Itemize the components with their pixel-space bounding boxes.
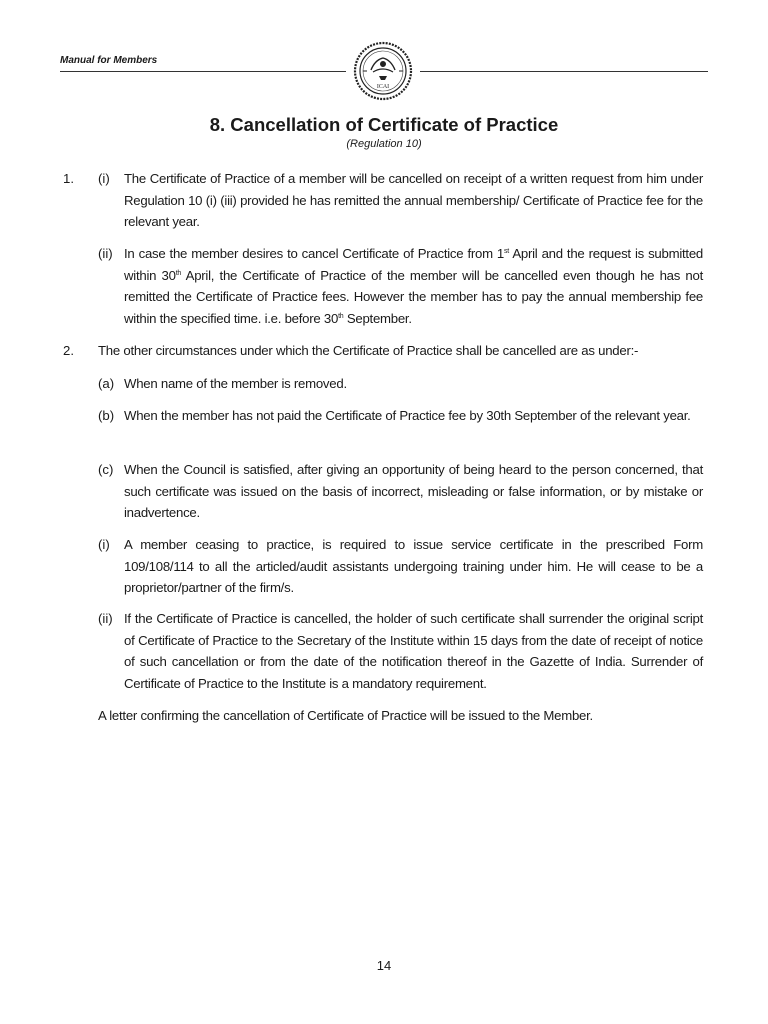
page-subtitle: (Regulation 10): [346, 138, 422, 150]
sup-30th-april: th: [175, 269, 182, 277]
item-number-1: 1.: [63, 171, 74, 186]
subitem-text-1-i-content: The Certificate of Practice of a member will be cancelled on receipt of a written request from him under Regulation 10 (i) (iii) provided he has remitted the annual membership/ Certificate of Practice fee for the relevant year.: [124, 171, 703, 229]
page-header: [0, 0, 768, 110]
subitem-marker-b: (b): [98, 408, 115, 423]
closing-text: A letter confirming the cancellation of Certificate of Practice will be issued to the Member.: [98, 708, 593, 723]
subitem-marker-2-ii: (ii): [98, 611, 113, 626]
subitem-marker-2-i: (i): [98, 537, 110, 552]
header-rule-right: [420, 71, 708, 72]
header-label: Manual for Members: [60, 55, 158, 66]
subitem-marker-c: (c): [98, 462, 114, 477]
subitem-text-b: When the member has not paid the Certificate of Practice fee by 30th September of the relevant year.: [124, 408, 691, 423]
text-1-ii-part-d: September.: [343, 310, 412, 326]
institute-seal-icon: [353, 40, 413, 102]
sup-30th-september: th: [338, 312, 344, 320]
text-1-ii-part-c: April, the Certificate of Practice of the member will be cancelled even though he has not remitted the Certificate of Practice fees. However the member has to pay the annual membership fee within the specified time. i.e. before 30: [124, 267, 703, 326]
subitem-text-1-ii: [124, 243, 703, 329]
seal-text: ICAI: [376, 84, 390, 90]
header-rule-left: [60, 71, 346, 72]
subitem-marker-a: (a): [98, 376, 115, 391]
subitem-text-1-i: [124, 168, 703, 233]
item-number-2: 2.: [63, 343, 74, 358]
subitem-text-2-i: A member ceasing to practice, is required to issue service certificate in the prescribed Form 109/108/114 to all the articled/audit assistants undergoing training under him. He will cease to be a proprietor/partner of the firm/s.: [124, 537, 703, 595]
subitem-text-a: When name of the member is removed.: [124, 376, 347, 391]
sup-1st: st: [504, 248, 509, 255]
page-title: 8. Cancellation of Certificate of Practice: [209, 114, 559, 135]
subitem-marker-1-ii: (ii): [98, 246, 113, 261]
subitem-text-2-ii: If the Certificate of Practice is cancelled, the holder of such certificate shall surrender the original script of Certificate of Practice to the Secretary of the Institute within 15 days from the date of receipt of notice of such cancellation or from the date of the notification thereof in the Gazette of India. Surrender of Certificate of Practice to the Institute is a mandatory requirement.: [124, 611, 703, 691]
page-number: 14: [376, 958, 392, 973]
subitem-text-c: When the Council is satisfied, after giving an opportunity of being heard to the person concerned, that such certificate was issued on the basis of incorrect, misleading or false information, or by mistake or inadvertence.: [124, 462, 703, 520]
item-text-2: The other circumstances under which the Certificate of Practice shall be cancelled are as under:-: [98, 343, 639, 358]
text-1-ii-part-a: In case the member desires to cancel Certificate of Practice from 1: [124, 246, 505, 261]
subitem-marker-1-i: (i): [98, 171, 110, 186]
text-1-ii-part-b: April and the request is submitted within 30: [124, 246, 703, 283]
